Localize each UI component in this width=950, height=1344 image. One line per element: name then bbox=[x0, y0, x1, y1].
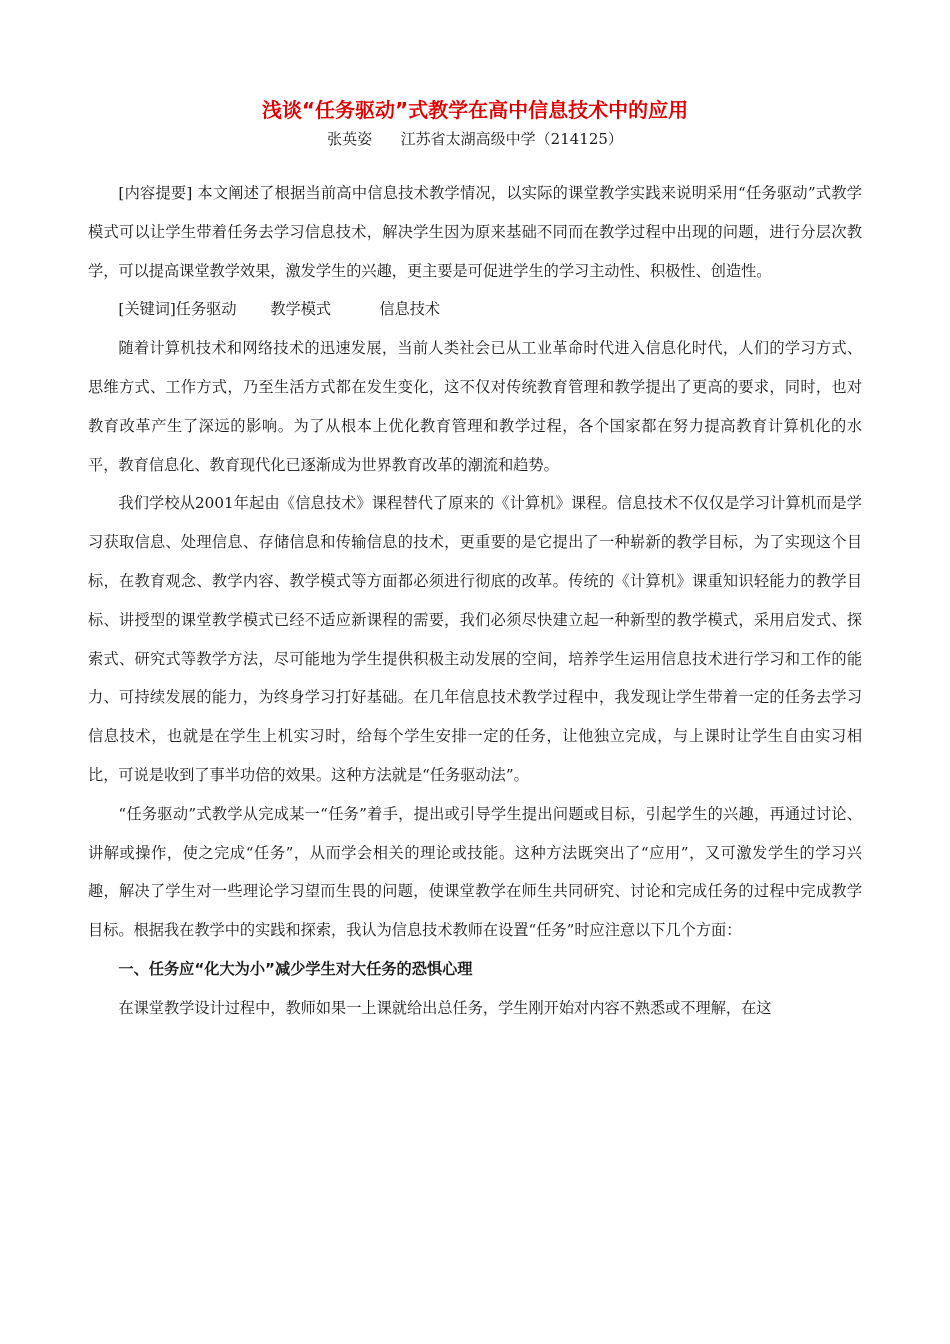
body-paragraph-4: 在课堂教学设计过程中，教师如果一上课就给出总任务，学生刚开始对内容不熟悉或不理解，在这 bbox=[118, 998, 772, 1017]
body-paragraph-3: “任务驱动”式教学从完成某一“任务”着手，提出或引导学生提出问题或目标，引起学生的兴趣，再通过讨论、讲解或操作，使之完成“任务”，从而学会相关的理论或技能。这种方法既突出了“应用”，又可激发学生的学习兴趣，解决了学生对一些理论学习望而生畏的问题，使课堂教学在师生共同研究、讨论和完成任务的过程中完成教学目标。根据我在教学中的实践和探索，我认为信息技术教师在设置“任务”时应注意以下几个方面： bbox=[88, 804, 862, 940]
keywords-line: [关键词]任务驱动 教学模式 信息技术 bbox=[118, 300, 441, 319]
article-title: 浅谈“任务驱动”式教学在高中信息技术中的应用 bbox=[261, 98, 689, 122]
body-paragraph-2: 我们学校从2001年起由《信息技术》课程替代了原来的《计算机》课程。信息技术不仅仅是学习计算机而是学习获取信息、处理信息、存储信息和传输信息的技术，更重要的是它提出了一种崭新的教学目标，为了实现这个目标，在教育观念、教学内容、教学模式等方面都必须进行彻底的改革。传统的《计算机》课重知识轻能力的教学目标、讲授型的课堂教学模式已经不适应新课程的需要，我们必须尽快建立起一种新型的教学模式，采用启发式、探索式、研究式等教学方法，尽可能地为学生提供积极主动发展的空间，培养学生运用信息技术进行学习和工作的能力、可持续发展的能力，为终身学习打好基础。在几年信息技术教学过程中，我发现让学生带着一定的任务去学习信息技术，也就是在学生上机实习时，给每个学生安排一定的任务，让他独立完成，与上课时让学生自由实习相比，可说是收到了事半功倍的效果。这种方法就是“任务驱动法”。 bbox=[88, 494, 862, 784]
article-body bbox=[88, 174, 862, 1028]
body-paragraph-1: 随着计算机技术和网络技术的迅速发展，当前人类社会已从工业革命时代进入信息化时代，人们的学习方式、思维方式、工作方式，乃至生活方式都在发生变化，这不仅对传统教育管理和教学提出了更高的要求，同时，也对教育改革产生了深远的影响。为了从根本上优化教育管理和教学过程，各个国家都在努力提高教育计算机化的水平，教育信息化、教育现代化已逐渐成为世界教育改革的潮流和趋势。 bbox=[88, 339, 862, 474]
section-heading: 一、任务应“化大为小”减少学生对大任务的恐惧心理 bbox=[118, 959, 473, 978]
author-line: 张英姿 江苏省太湖高级中学（214125） bbox=[327, 130, 623, 148]
abstract-paragraph: [内容提要] 本文阐述了根据当前高中信息技术教学情况，以实际的课堂教学实践来说明采用“任务驱动”式教学模式可以让学生带着任务去学习信息技术，解决学生因为原来基础不同而在教学过程中出现的问题，进行分层次教学，可以提高课堂教学效果，激发学生的兴趣，更主要是可促进学生的学习主动性、积极性、创造性。 bbox=[88, 184, 862, 280]
